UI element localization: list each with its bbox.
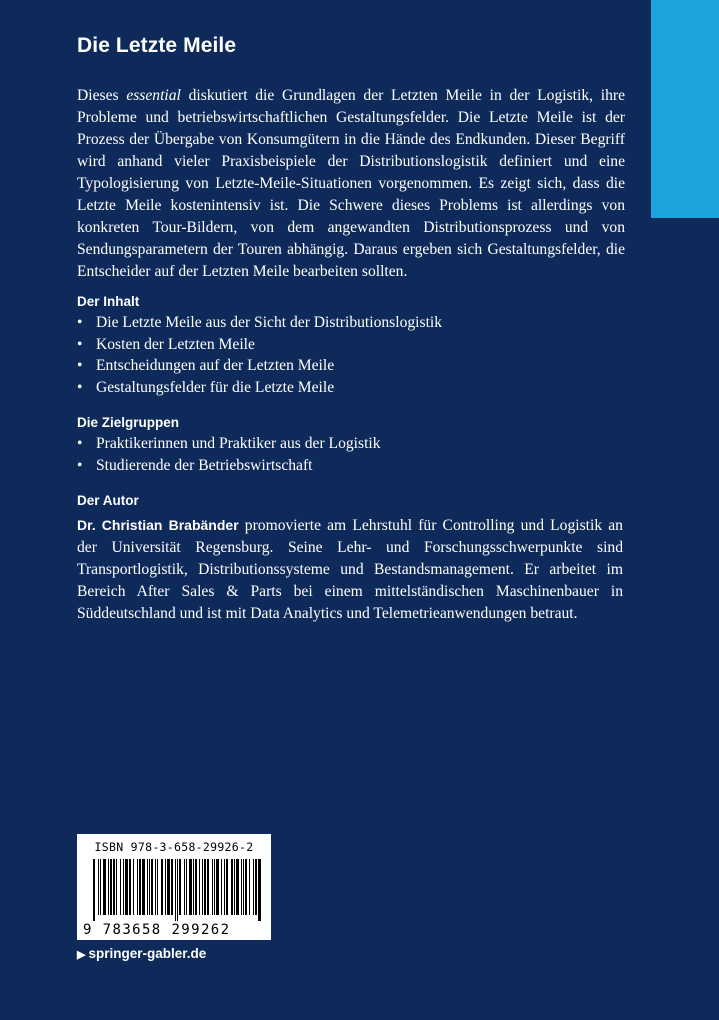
intro-prefix: Dieses (77, 87, 127, 104)
isbn-barcode (77, 834, 271, 940)
barcode-bar (184, 859, 185, 915)
barcode-bar (110, 859, 112, 915)
barcode-bar (133, 859, 134, 915)
isbn-label: ISBN 978-3-658-29926-2 (94, 840, 254, 854)
barcode-bar (139, 859, 141, 915)
list-item-label: Studierende der Betriebswirtschaft (96, 456, 313, 474)
book-title: Die Letzte Meile (77, 34, 237, 57)
barcode-bar (142, 859, 145, 915)
bullet-icon: • (77, 314, 83, 331)
barcode-bar (116, 859, 117, 915)
barcode-bar (100, 859, 101, 915)
barcode-bar (108, 859, 109, 915)
barcode-bar (186, 859, 187, 915)
author-bio-text: promovierte am Lehrstuhl für Controlling und Logistik an der Universität Regensburg. Seine Lehr- und Forschungsschwerpunkte sind Transportlogistik, Distributionssysteme und Bestandsmanagement. Er arbeitet im Bereich After Sales & Parts bei einem mittelständischen Maschinenbauer in Süddeutschland und ist mit Data Analytics und Telemetrieanwendungen betraut. (77, 517, 623, 622)
barcode-bar (171, 859, 173, 915)
bullet-icon: • (77, 335, 83, 353)
list-item (77, 433, 381, 455)
barcode-bar (255, 859, 257, 915)
barcode-bar (120, 859, 121, 915)
section-heading-inhalt: Der Inhalt (77, 294, 140, 309)
barcode-bar (175, 859, 176, 921)
barcode-bar (202, 859, 203, 915)
list-item-label: Praktikerinnen und Praktiker aus der Logistik (96, 435, 381, 452)
arrow-right-icon: ▶ (77, 949, 86, 961)
barcode-bar (253, 859, 254, 915)
section-heading-autor: Der Autor (77, 493, 139, 508)
publisher-website[interactable] (77, 946, 206, 961)
barcode-bar (155, 859, 156, 915)
list-item (77, 355, 442, 377)
barcode-bar (157, 859, 158, 915)
barcode-bar (224, 859, 225, 915)
bullet-icon: • (77, 378, 83, 396)
barcode-bar (179, 859, 181, 915)
author-name: Dr. Christian Brabänder (77, 517, 239, 533)
list-item (77, 334, 442, 356)
list-item-label: Gestaltungsfelder für die Letzte Meile (96, 378, 335, 396)
bullet-icon: • (77, 456, 83, 474)
book-description (77, 85, 625, 283)
barcode-bar (234, 859, 235, 915)
barcode-bar (165, 859, 166, 915)
barcode-bar (123, 859, 124, 915)
list-item-label: Entscheidungen auf der Letzten Meile (96, 357, 335, 374)
barcode-bar (243, 859, 244, 915)
barcode-bar (113, 859, 115, 915)
barcode-bar (98, 859, 99, 915)
barcode-bar (216, 859, 219, 915)
list-item-label: Kosten der Letzten Meile (96, 335, 255, 353)
barcode-bar (93, 859, 95, 921)
barcode-bar (103, 859, 106, 915)
author-bio (77, 514, 623, 625)
inhalt-list (77, 312, 442, 398)
section-heading-zielgruppen: Die Zielgruppen (77, 415, 180, 430)
intro-emphasis: essential (126, 87, 181, 104)
intro-text: diskutiert die Grundlagen der Letzten Meile in der Logistik, ihre Probleme und betriebswirtschaftlichen Gestaltungsfelder. Die Letzte Meile ist der Prozess der Übergabe von Konsumgütern in die Hände des Endkunden. Dieser Begriff wird anhand vieler Praxisbeispiele der Distributionslogistik definiert und eine Typologisierung von Letzte-Meile-Situationen vorgenommen. Es zeigt sich, dass die Letzte Meile kostenintensiv ist. Die Schwere dieses Problems ist allerdings von konkreten Tour-Bildern, von dem angewandten Distributionsprozess und von Sendungsparametern der Touren abhängig. Daraus ergeben sich Gestaltungsfelder, die Entscheider auf der Letzten Meile bearbeiten sollten. (77, 87, 625, 280)
barcode-bar (258, 859, 261, 921)
bullet-icon: • (77, 357, 83, 374)
accent-color-bar (651, 0, 719, 218)
barcode-bar (226, 859, 228, 915)
barcode-bar (161, 859, 163, 915)
barcode-bar (245, 859, 247, 915)
barcode-bar (149, 859, 150, 915)
barcode-bar (199, 859, 200, 915)
barcode-bar (231, 859, 233, 915)
barcode-bar (147, 859, 148, 915)
barcode-bar (214, 859, 215, 915)
barcode-digits: 9 783658 299262 (83, 922, 231, 938)
barcode-bar (195, 859, 197, 915)
barcode-bar (177, 859, 178, 921)
barcode-bar (129, 859, 131, 915)
barcode-bar (204, 859, 206, 915)
barcode-bar (193, 859, 194, 915)
barcode-bar (212, 859, 213, 915)
website-label: springer-gabler.de (88, 946, 207, 961)
list-item (77, 377, 442, 399)
barcode-bar (249, 859, 250, 915)
barcode-bar (137, 859, 138, 915)
barcode-bar (151, 859, 153, 915)
barcode-bar (189, 859, 192, 915)
list-item (77, 312, 442, 334)
barcode-bars (93, 859, 261, 921)
barcode-bar (125, 859, 128, 915)
bullet-icon: • (77, 435, 83, 452)
barcode-bar (167, 859, 170, 915)
barcode-bar (241, 859, 242, 915)
zielgruppen-list (77, 433, 381, 476)
barcode-bar (207, 859, 209, 915)
barcode-bar (221, 859, 222, 915)
list-item (77, 455, 381, 477)
barcode-bar (236, 859, 239, 915)
list-item-label: Die Letzte Meile aus der Sicht der Distributionslogistik (96, 314, 443, 331)
